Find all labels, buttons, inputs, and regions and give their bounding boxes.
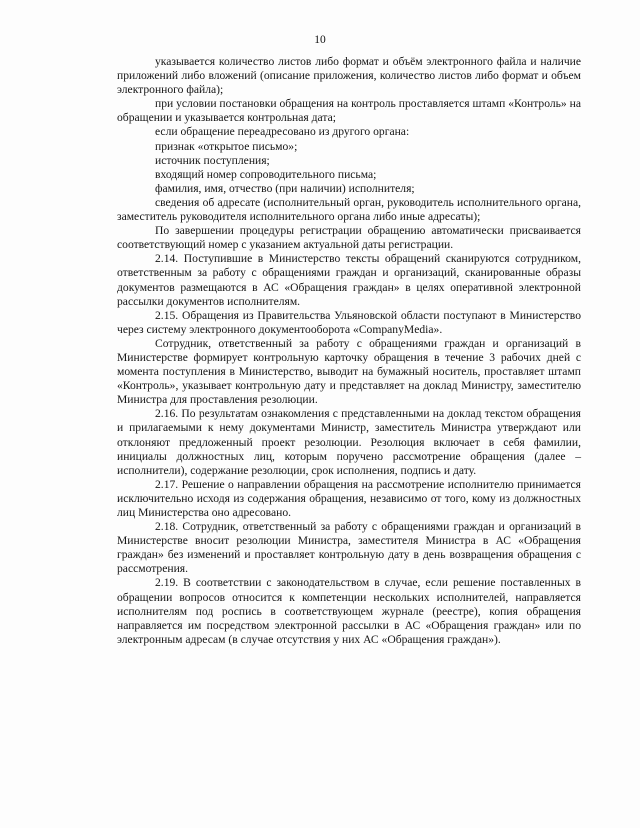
paragraph: указывается количество листов либо формат и объём электронного файла и наличие приложений либо вложений (описание приложения, количество листов либо формат и объем электронного файла);: [117, 55, 581, 97]
paragraph: источник поступления;: [155, 153, 270, 167]
paragraph: если обращение переадресовано из другого органа:: [155, 125, 410, 139]
paragraph: при условии постановки обращения на контроль проставляется штамп «Контроль» на обращении и указывается контрольная дата;: [117, 97, 581, 125]
paragraph: 2.16. По результатам ознакомления с представленными на доклад текстом обращения и прилагаемыми к нему документами Министр, заместитель Министра утверждают или отклоняют предложенный проект резолюции. Резолюция включает в себя фамилии, инициалы должностных лиц, которым поручено рассмотрение обращения (далее – исполнители), содержание резолюции, срок исполнения, подпись и дату.: [117, 407, 581, 477]
paragraph: Сотрудник, ответственный за работу с обращениями граждан и организаций в Министерстве формирует контрольную карточку обращения в течение 3 рабочих дней с момента поступления в Министерство, выводит на бумажный носитель, проставляет штамп «Контроль», указывает контрольную дату и представляет на доклад Министру, заместителю Министра для проставления резолюции.: [117, 336, 581, 407]
paragraph: 2.19. В соответствии с законодательством в случае, если решение поставленных в обращении вопросов относится к компетенции нескольких исполнителей, направляется исполнителям под роспись в соответствующем журнале (реестре), копия обращения направляется им посредством электронной рассылки в АС «Обращения граждан» или по электронным адресам (в случае отсутствия у них АС «Обращения граждан»).: [117, 576, 581, 646]
paragraph: 2.17. Решение о направлении обращения на рассмотрение исполнителю принимается исключительно исходя из содержания обращения, независимо от того, кому из должностных лиц Министерства оно адресовано.: [117, 477, 581, 519]
paragraph: 2.14. Поступившие в Министерство тексты обращений сканируются сотрудником, ответственным за работу с обращениями граждан и организаций, сканированные образы документов размещаются в АС «Обращения граждан» в целях оперативной электронной рассылки документов исполнителям.: [117, 252, 581, 308]
paragraph: входящий номер сопроводительного письма;: [155, 167, 377, 181]
paragraph: фамилия, имя, отчество (при наличии) исполнителя;: [155, 181, 415, 195]
paragraph: По завершении процедуры регистрации обращению автоматически присваивается соответствующий номер с указанием актуальной даты регистрации.: [117, 224, 581, 252]
paragraph: признак «открытое письмо»;: [155, 139, 298, 153]
document-body: [117, 55, 581, 647]
paragraph: 2.15. Обращения из Правительства Ульяновской области поступают в Министерство через систему электронного документооборота «CompanyMedia».: [117, 308, 581, 336]
paragraph: сведения об адресате (исполнительный орган, руководитель исполнительного органа, заместитель руководителя исполнительного органа либо иные адресаты);: [117, 195, 581, 224]
page-number: 10: [314, 34, 326, 46]
paragraph: 2.18. Сотрудник, ответственный за работу с обращениями граждан и организаций в Министерстве вносит резолюции Министра, заместителя Министра в АС «Обращения граждан» без изменений и проставляет контрольную дату в день возвращения обращения с рассмотрения.: [117, 520, 581, 576]
